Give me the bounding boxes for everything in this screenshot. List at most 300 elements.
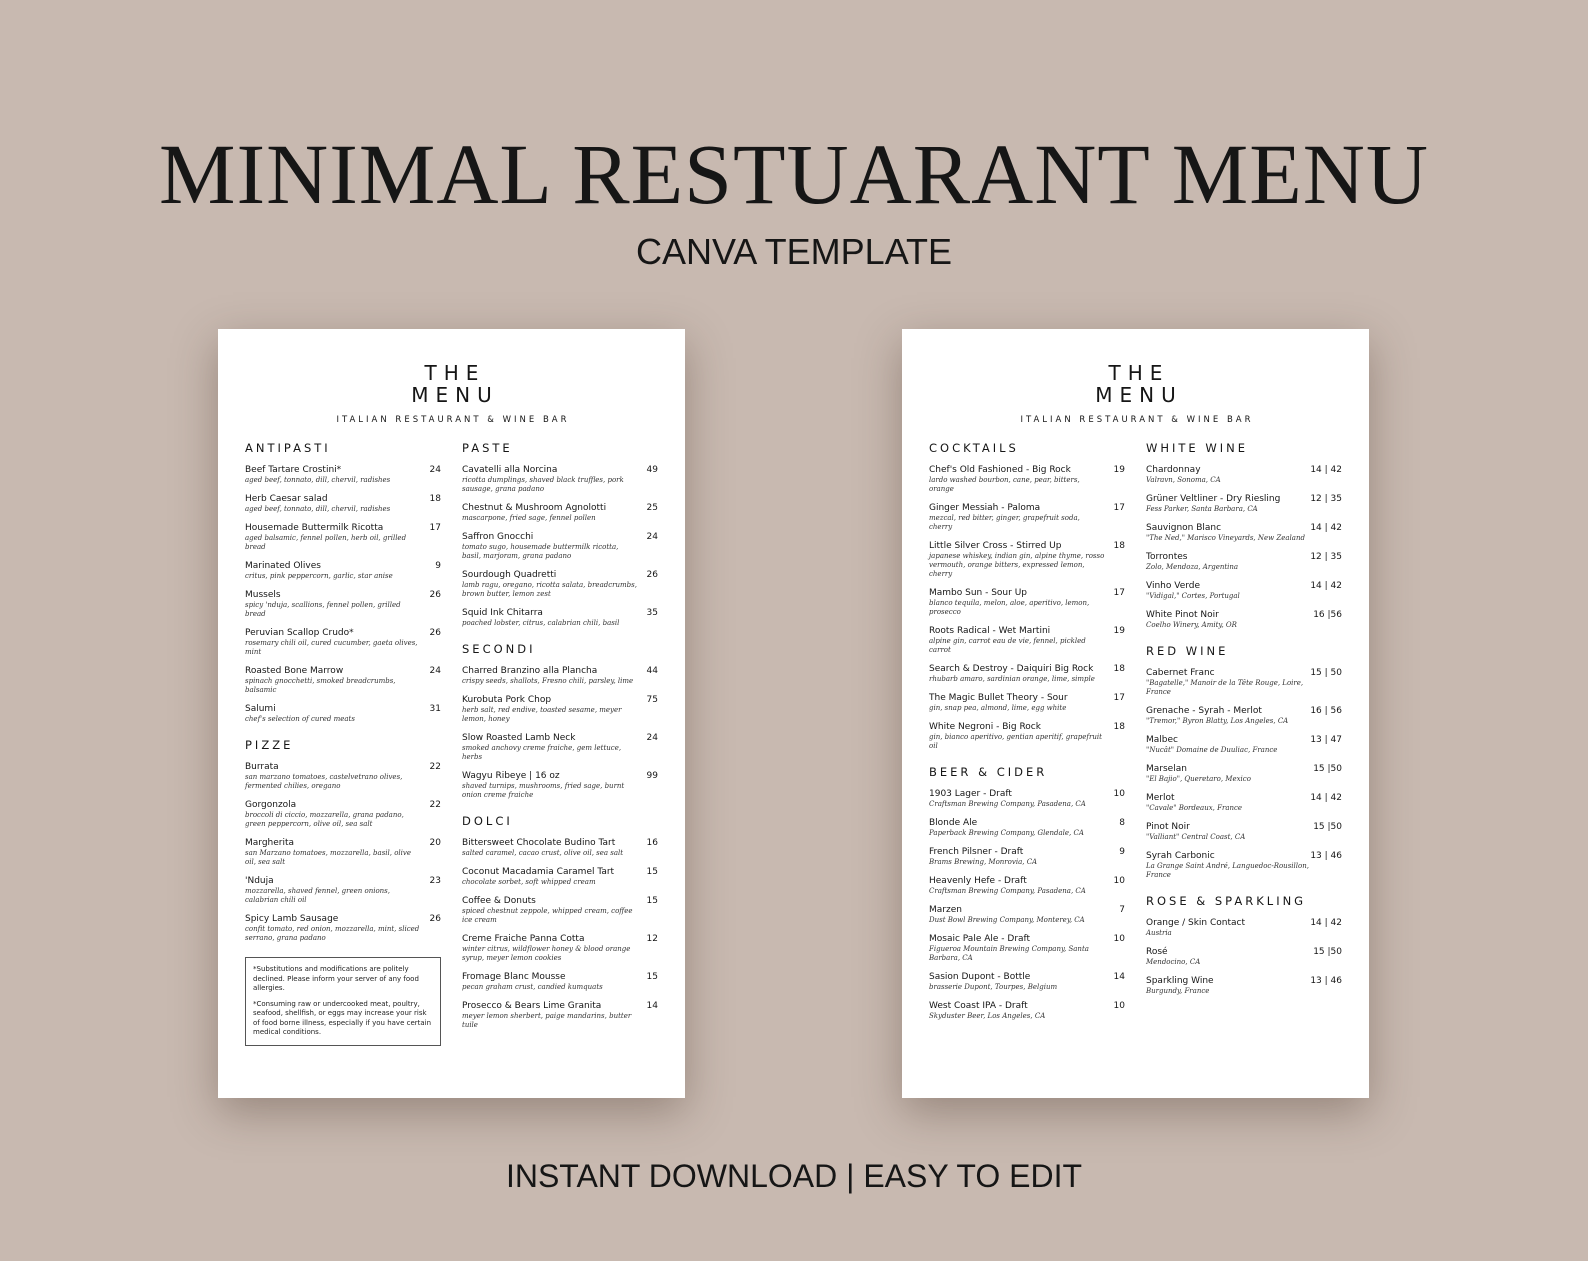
menu-item-description: gin, snap pea, almond, lime, egg white: [929, 704, 1067, 712]
menu-item: [1146, 667, 1342, 697]
menu-item-row: [1146, 667, 1342, 679]
menu-item-price: 10: [1113, 876, 1125, 886]
menu-item-description: salted caramel, cacao crust, olive oil, sea salt: [462, 849, 624, 857]
section-paste: [462, 441, 658, 628]
menu-item-price: 14 | 42: [1310, 918, 1342, 928]
menu-item-price: 12 | 35: [1310, 494, 1342, 504]
menu-item-description: Zolo, Mendoza, Argentina: [1146, 563, 1239, 571]
menu-item-description: winter citrus, wildflower honey & blood orange syrup, meyer lemon cookies: [462, 945, 631, 962]
menu-item: [245, 665, 441, 695]
menu-item-description: shaved turnips, mushrooms, fried sage, burnt onion creme fraiche: [462, 782, 625, 799]
menu-item: [929, 587, 1125, 617]
menu-item: [1146, 705, 1342, 726]
menu-item-description: Brams Brewing, Monrovia, CA: [929, 858, 1038, 866]
section-red-wine: [1146, 644, 1342, 880]
menu-item: [245, 875, 441, 905]
menu-item-description: Craftsman Brewing Company, Pasadena, CA: [929, 887, 1086, 895]
menu-item-row: [929, 663, 1125, 675]
menu-item-price: 16: [646, 838, 658, 848]
menu-item-price: 24: [429, 465, 441, 475]
menu-header-subtitle: ITALIAN RESTAURANT & WINE BAR: [1020, 415, 1254, 425]
menu-item-row: [462, 694, 658, 706]
section-title: ANTIPASTI: [245, 441, 331, 455]
menu-item-price: 15: [646, 972, 658, 982]
section-title: RED WINE: [1146, 644, 1229, 658]
section-title: PIZZE: [245, 738, 294, 752]
menu-item: [929, 1000, 1125, 1021]
menu-item-description: brasserie Dupont, Tourpes, Belgium: [929, 983, 1058, 991]
menu-item-name: Grenache - Syrah - Merlot: [1146, 706, 1262, 716]
menu-item-description: pecan graham crust, candied kumquats: [462, 983, 603, 991]
menu-item-row: [1146, 522, 1342, 534]
menu-item-description: ricotta dumplings, shaved black truffles, pork sausage, grana padano: [462, 476, 624, 493]
menu-item-description: "Valliant" Central Coast, CA: [1146, 833, 1246, 841]
menu-item-description: herb salt, red endive, toasted sesame, meyer lemon, honey: [462, 706, 622, 723]
menu-item-row: [462, 607, 658, 619]
menu-column-right: [1146, 441, 1342, 1035]
menu-item: [929, 721, 1125, 751]
section-pizze: [245, 738, 441, 943]
menu-item-description: broccoli di ciccio, mozzarella, grana padano, green peppercorn, olive oil, sea salt: [245, 811, 404, 828]
menu-item-name: Sourdough Quadretti: [462, 570, 557, 580]
menu-item-row: [1146, 705, 1342, 717]
menu-item-description: Coelho Winery, Amity, OR: [1146, 621, 1237, 629]
menu-item: [462, 569, 658, 599]
menu-item-description: confit tomato, red onion, mozzarella, mint, sliced serrano, grana padano: [245, 925, 420, 942]
menu-item-name: Chef's Old Fashioned - Big Rock: [929, 465, 1071, 475]
menu-item-row: [1146, 917, 1342, 929]
menu-item-description: "Tremor," Byron Blatty, Los Angeles, CA: [1146, 717, 1289, 725]
menu-item-name: Chestnut & Mushroom Agnolotti: [462, 503, 607, 513]
menu-item-name: The Magic Bullet Theory - Sour: [929, 693, 1068, 703]
section-white-wine: [1146, 441, 1342, 630]
menu-item-price: 19: [1113, 465, 1125, 475]
menu-header: [245, 329, 658, 429]
menu-item-description: blanco tequila, melon, aloe, aperitivo, lemon, prosecco: [929, 599, 1090, 616]
drinks-menu-page: [902, 329, 1369, 1098]
menu-item-price: 22: [429, 800, 441, 810]
menu-item-description: rhubarb amaro, sardinian orange, lime, simple: [929, 675, 1095, 683]
menu-item-name: White Pinot Noir: [1146, 610, 1219, 620]
menu-item-price: 14 | 42: [1310, 793, 1342, 803]
menu-item-name: Mosaic Pale Ale - Draft: [929, 934, 1031, 944]
menu-item-name: Sasion Dupont - Bottle: [929, 972, 1031, 982]
banner-footer: INSTANT DOWNLOAD | EASY TO EDIT: [505, 1158, 1083, 1194]
menu-item-description: san marzano tomatoes, castelvetrano olives, fermented chilies, oregano: [245, 773, 403, 790]
menu-item: [929, 971, 1125, 992]
menu-item-name: Blonde Ale: [929, 818, 978, 828]
menu-item-price: 23: [429, 876, 441, 886]
menu-item-price: 44: [646, 666, 658, 676]
menu-item-price: 14 | 42: [1310, 465, 1342, 475]
section-title: BEER & CIDER: [929, 765, 1048, 779]
menu-item-row: [1146, 763, 1342, 775]
menu-item: [245, 627, 441, 657]
menu-item-price: 19: [1113, 626, 1125, 636]
menu-item-name: Mussels: [245, 590, 281, 600]
menu-item-name: Coconut Macadamia Caramel Tart: [462, 867, 615, 877]
menu-item-name: Peruvian Scallop Crudo*: [245, 628, 354, 638]
menu-item-price: 13 | 46: [1310, 976, 1342, 986]
menu-item: [462, 895, 658, 925]
menu-item-description: spicy 'nduja, scallions, fennel pollen, grilled bread: [245, 601, 401, 618]
menu-item-description: alpine gin, carrot eau de vie, fennel, pickled carrot: [929, 637, 1086, 654]
menu-item-row: [245, 589, 441, 601]
menu-item-name: Search & Destroy - Daiquiri Big Rock: [929, 664, 1094, 674]
menu-item-name: Pinot Noir: [1146, 822, 1190, 832]
menu-item-name: Herb Caesar salad: [245, 494, 328, 504]
menu-item-row: [1146, 493, 1342, 505]
menu-item-name: French Pilsner - Draft: [929, 847, 1024, 857]
banner-title: MINIMAL RESTUARANT MENU: [159, 126, 1429, 222]
menu-item-description: chef's selection of cured meats: [245, 715, 355, 723]
menu-item-description: Mendocino, CA: [1146, 958, 1201, 966]
menu-item-name: Marselan: [1146, 764, 1187, 774]
menu-item: [1146, 522, 1342, 543]
menu-item-description: La Grange Saint André, Languedoc-Rousillon, France: [1146, 862, 1309, 879]
menu-item: [1146, 975, 1342, 996]
menu-item: [1146, 493, 1342, 514]
menu-item: [929, 692, 1125, 713]
menu-item: [245, 761, 441, 791]
menu-header-the: THE: [424, 361, 486, 385]
menu-item-row: [929, 817, 1125, 829]
menu-item-description: Skyduster Beer, Los Angeles, CA: [929, 1012, 1046, 1020]
menu-item-description: smoked anchovy creme fraiche, gem lettuce, herbs: [462, 744, 622, 761]
menu-item: [462, 531, 658, 561]
menu-item-name: Sparkling Wine: [1146, 976, 1214, 986]
menu-item-name: Creme Fraiche Panna Cotta: [462, 934, 585, 944]
menu-header: [929, 329, 1342, 429]
menu-item: [462, 837, 658, 858]
menu-item-row: [929, 846, 1125, 858]
menu-item-price: 15 |50: [1313, 947, 1342, 957]
menu-item-row: [462, 895, 658, 907]
menu-item-description: aged beef, tonnato, dill, chervil, radishes: [245, 505, 391, 513]
menu-item-name: Spicy Lamb Sausage: [245, 914, 339, 924]
menu-item-description: Fess Parker, Santa Barbara, CA: [1146, 505, 1258, 513]
menu-item: [462, 770, 658, 800]
menu-item-name: Roasted Bone Marrow: [245, 666, 344, 676]
menu-item-name: Heavenly Hefe - Draft: [929, 876, 1027, 886]
menu-item-name: Malbec: [1146, 735, 1178, 745]
menu-item-price: 10: [1113, 789, 1125, 799]
menu-item-description: spiced chestnut zeppole, whipped cream, coffee ice cream: [462, 907, 633, 924]
menu-item: [462, 665, 658, 686]
menu-item-row: [245, 913, 441, 925]
menu-item-row: [245, 665, 441, 677]
menu-item: [1146, 946, 1342, 967]
menu-item-price: 49: [646, 465, 658, 475]
menu-item-price: 10: [1113, 934, 1125, 944]
menu-item: [929, 540, 1125, 579]
menu-item-price: 26: [429, 914, 441, 924]
section-title: ROSE & SPARKLING: [1146, 894, 1307, 908]
menu-item-row: [929, 540, 1125, 552]
menu-item: [1146, 792, 1342, 813]
menu-item: [1146, 763, 1342, 784]
menu-item-row: [245, 522, 441, 534]
menu-item: [245, 589, 441, 619]
menu-item-price: 12: [646, 934, 658, 944]
menu-item-price: 15 |50: [1313, 764, 1342, 774]
menu-item-row: [245, 837, 441, 849]
menu-item-row: [929, 904, 1125, 916]
menu-item-price: 9: [1119, 847, 1125, 857]
menu-item-price: 8: [1119, 818, 1125, 828]
menu-header-the: THE: [1108, 361, 1170, 385]
menu-item-price: 17: [1113, 503, 1125, 513]
menu-item-description: crispy seeds, shallots, Fresno chili, parsley, lime: [462, 677, 634, 685]
section-title: DOLCI: [462, 814, 513, 828]
menu-item-row: [462, 837, 658, 849]
menu-item-description: mozzarella, shaved fennel, green onions, calabrian chili oil: [245, 887, 390, 904]
menu-item-description: Figueroa Mountain Brewing Company, Santa Barbara, CA: [929, 945, 1089, 962]
menu-item-price: 26: [646, 570, 658, 580]
menu-item-name: Gorgonzola: [245, 800, 297, 810]
menu-item-name: Merlot: [1146, 793, 1175, 803]
menu-item-row: [929, 933, 1125, 945]
menu-item-row: [462, 665, 658, 677]
menu-header-menu: MENU: [411, 383, 499, 407]
menu-item-row: [245, 627, 441, 639]
menu-item-name: Vinho Verde: [1146, 581, 1201, 591]
menu-item: [1146, 850, 1342, 880]
menu-item-price: 12 | 35: [1310, 552, 1342, 562]
menu-item-row: [462, 770, 658, 782]
menu-item-row: [245, 761, 441, 773]
menu-item-row: [462, 464, 658, 476]
menu-item-name: Charred Branzino alla Plancha: [462, 666, 598, 676]
menu-item-description: Dust Bowl Brewing Company, Monterey, CA: [929, 916, 1085, 924]
menu-item-name: Sauvignon Blanc: [1146, 523, 1222, 533]
menu-item: [929, 817, 1125, 838]
menu-item-name: Prosecco & Bears Lime Granita: [462, 1001, 602, 1011]
menu-item-price: 18: [429, 494, 441, 504]
menu-item: [462, 502, 658, 523]
menu-item-price: 25: [646, 503, 658, 513]
menu-item-price: 14: [1113, 972, 1125, 982]
menu-item: [462, 933, 658, 963]
allergy-notice: [245, 957, 441, 1046]
menu-item-row: [929, 464, 1125, 476]
menu-item-name: Chardonnay: [1146, 465, 1201, 475]
menu-item-row: [462, 971, 658, 983]
menu-item-name: 1903 Lager - Draft: [929, 789, 1012, 799]
menu-item-row: [1146, 464, 1342, 476]
menu-item-description: meyer lemon sherbert, paige mandarins, butter tuile: [462, 1012, 632, 1029]
menu-item-row: [462, 502, 658, 514]
menu-item-description: rosemary chili oil, cured cucumber, gaeta olives, mint: [245, 639, 418, 656]
menu-item-description: aged beef, tonnato, dill, chervil, radishes: [245, 476, 391, 484]
section-title: COCKTAILS: [929, 441, 1019, 455]
menu-item-description: critus, pink peppercorn, garlic, star anise: [245, 572, 393, 580]
menu-item-price: 7: [1119, 905, 1125, 915]
menu-item-name: Ginger Messiah - Paloma: [929, 503, 1041, 513]
notice-substitutions: *Substitutions and modifications are politely declined. Please inform your server of any food allergies.: [253, 965, 419, 992]
section-antipasti: [245, 441, 441, 724]
menu-item-row: [1146, 850, 1342, 862]
menu-item: [1146, 464, 1342, 485]
menu-item-description: poached lobster, citrus, calabrian chili, basil: [462, 619, 620, 627]
menu-item-name: Slow Roasted Lamb Neck: [462, 733, 576, 743]
menu-item-row: [1146, 580, 1342, 592]
menu-item-name: Kurobuta Pork Chop: [462, 695, 552, 705]
menu-item-price: 14: [646, 1001, 658, 1011]
menu-item-price: 9: [435, 561, 441, 571]
menu-item: [462, 464, 658, 494]
menu-item: [245, 560, 441, 581]
menu-item-description: "Nucât" Domaine de Duuliac, France: [1146, 746, 1278, 754]
menu-item-name: Cabernet Franc: [1146, 668, 1215, 678]
menu-item: [245, 493, 441, 514]
menu-item-row: [462, 569, 658, 581]
menu-item-description: "The Ned," Marisco Vineyards, New Zealand: [1146, 534, 1305, 542]
menu-item-price: 10: [1113, 1001, 1125, 1011]
menu-item-name: Roots Radical - Wet Martini: [929, 626, 1051, 636]
menu-item-name: Fromage Blanc Mousse: [462, 972, 566, 982]
menu-item-description: Craftsman Brewing Company, Pasadena, CA: [929, 800, 1086, 808]
menu-item-name: Salumi: [245, 704, 276, 714]
menu-item-description: san Marzano tomatoes, mozzarella, basil, olive oil, sea salt: [245, 849, 412, 866]
menu-item-row: [1146, 551, 1342, 563]
menu-item-row: [462, 1000, 658, 1012]
menu-item-row: [929, 502, 1125, 514]
menu-item-name: Squid Ink Chitarra: [462, 608, 543, 618]
menu-item-row: [462, 866, 658, 878]
menu-item-name: Margherita: [245, 838, 295, 848]
menu-item-row: [929, 1000, 1125, 1012]
menu-item: [462, 1000, 658, 1030]
menu-item-row: [929, 625, 1125, 637]
menu-item-row: [929, 788, 1125, 800]
section-title: WHITE WINE: [1146, 441, 1248, 455]
menu-item-name: Beef Tartare Crostini*: [245, 465, 342, 475]
menu-item-description: Burgundy, France: [1146, 987, 1210, 995]
menu-header-menu: MENU: [1095, 383, 1183, 407]
menu-column-right: [462, 441, 658, 1046]
menu-item: [245, 522, 441, 552]
menu-item-row: [1146, 609, 1342, 621]
menu-item-price: 14 | 42: [1310, 581, 1342, 591]
menu-item-description: chocolate sorbet, soft whipped cream: [462, 878, 596, 886]
menu-item: [929, 625, 1125, 655]
menu-item-price: 16 |56: [1313, 610, 1342, 620]
menu-item: [462, 971, 658, 992]
menu-item-row: [1146, 821, 1342, 833]
section-secondi: [462, 642, 658, 800]
menu-item-price: 15 |50: [1313, 822, 1342, 832]
menu-item-row: [245, 875, 441, 887]
section-title: PASTE: [462, 441, 513, 455]
menu-item-name: Marzen: [929, 905, 962, 915]
menu-item-name: Bittersweet Chocolate Budino Tart: [462, 838, 616, 848]
menu-item-price: 14 | 42: [1310, 523, 1342, 533]
menu-item-name: Mambo Sun - Sour Up: [929, 588, 1028, 598]
banner-subtitle: CANVA TEMPLATE: [635, 231, 953, 272]
menu-item: [929, 846, 1125, 867]
menu-item-price: 26: [429, 590, 441, 600]
menu-item-description: Valravn, Sonoma, CA: [1146, 476, 1221, 484]
menu-item: [929, 875, 1125, 896]
menu-item: [929, 663, 1125, 684]
menu-item-price: 13 | 46: [1310, 851, 1342, 861]
menu-item-description: tomato sugo, housemade buttermilk ricotta, basil, marjoram, grana padano: [462, 543, 619, 560]
menu-item-description: Paperback Brewing Company, Glendale, CA: [929, 829, 1084, 837]
menu-item-row: [245, 493, 441, 505]
menu-item-price: 24: [646, 532, 658, 542]
menu-item-name: West Coast IPA - Draft: [929, 1001, 1028, 1011]
menu-item: [462, 732, 658, 762]
menu-item-description: gin, bianco aperitivo, gentian aperitif, grapefruit oil: [929, 733, 1102, 750]
menu-item-row: [245, 799, 441, 811]
menu-item-price: 22: [429, 762, 441, 772]
menu-item-name: Coffee & Donuts: [462, 896, 536, 906]
menu-item-description: "Cavale" Bordeaux, France: [1146, 804, 1243, 812]
menu-item: [1146, 609, 1342, 630]
menu-item-price: 24: [429, 666, 441, 676]
menu-item: [1146, 734, 1342, 755]
menu-item-description: mezcal, red bitter, ginger, grapefruit soda, cherry: [929, 514, 1080, 531]
menu-item-name: Burrata: [245, 762, 279, 772]
menu-item-name: Saffron Gnocchi: [462, 532, 534, 542]
menu-item-price: 15: [646, 867, 658, 877]
menu-item-price: 24: [646, 733, 658, 743]
menu-item-name: Housemade Buttermilk Ricotta: [245, 523, 384, 533]
menu-item: [929, 933, 1125, 963]
menu-item-price: 31: [429, 704, 441, 714]
menu-item: [462, 694, 658, 724]
menu-item-row: [462, 531, 658, 543]
menu-item-price: 26: [429, 628, 441, 638]
menu-item-description: lardo washed bourbon, cane, pear, bitters, orange: [929, 476, 1080, 493]
menu-item-description: "Vidigal," Cortes, Portugal: [1146, 592, 1240, 600]
notice-raw-food: *Consuming raw or undercooked meat, poultry, seafood, shellfish, or eggs may increase your risk of food borne illness, especially if you have certain medical conditions.: [253, 999, 432, 1036]
menu-item-price: 17: [1113, 588, 1125, 598]
menu-item-name: Marinated Olives: [245, 561, 321, 571]
section-rose-sparkling: [1146, 894, 1342, 996]
menu-item-row: [1146, 734, 1342, 746]
menu-item-price: 35: [646, 608, 658, 618]
menu-item-row: [245, 560, 441, 572]
menu-item-price: 17: [429, 523, 441, 533]
menu-item: [1146, 580, 1342, 601]
menu-item-row: [929, 875, 1125, 887]
menu-item: [1146, 551, 1342, 572]
menu-item-row: [929, 721, 1125, 733]
menu-item: [1146, 917, 1342, 938]
menu-item-row: [462, 732, 658, 744]
menu-item-row: [462, 933, 658, 945]
menu-item-price: 17: [1113, 693, 1125, 703]
menu-item-price: 16 | 56: [1310, 706, 1342, 716]
menu-item-name: Wagyu Ribeye | 16 oz: [462, 771, 560, 781]
menu-item-row: [929, 587, 1125, 599]
menu-item-name: 'Nduja: [245, 876, 274, 886]
menu-item-price: 13 | 47: [1310, 735, 1342, 745]
menu-item-description: aged balsamic, fennel pollen, herb oil, grilled bread: [245, 534, 407, 551]
menu-item-price: 75: [646, 695, 658, 705]
menu-item-price: 15 | 50: [1310, 668, 1342, 678]
menu-item-price: 15: [646, 896, 658, 906]
menu-item-row: [929, 971, 1125, 983]
menu-item-name: Orange / Skin Contact: [1146, 918, 1246, 928]
menu-item-row: [245, 464, 441, 476]
menu-item-row: [1146, 946, 1342, 958]
menu-item: [245, 464, 441, 485]
menu-item: [462, 607, 658, 628]
menu-item: [929, 788, 1125, 809]
